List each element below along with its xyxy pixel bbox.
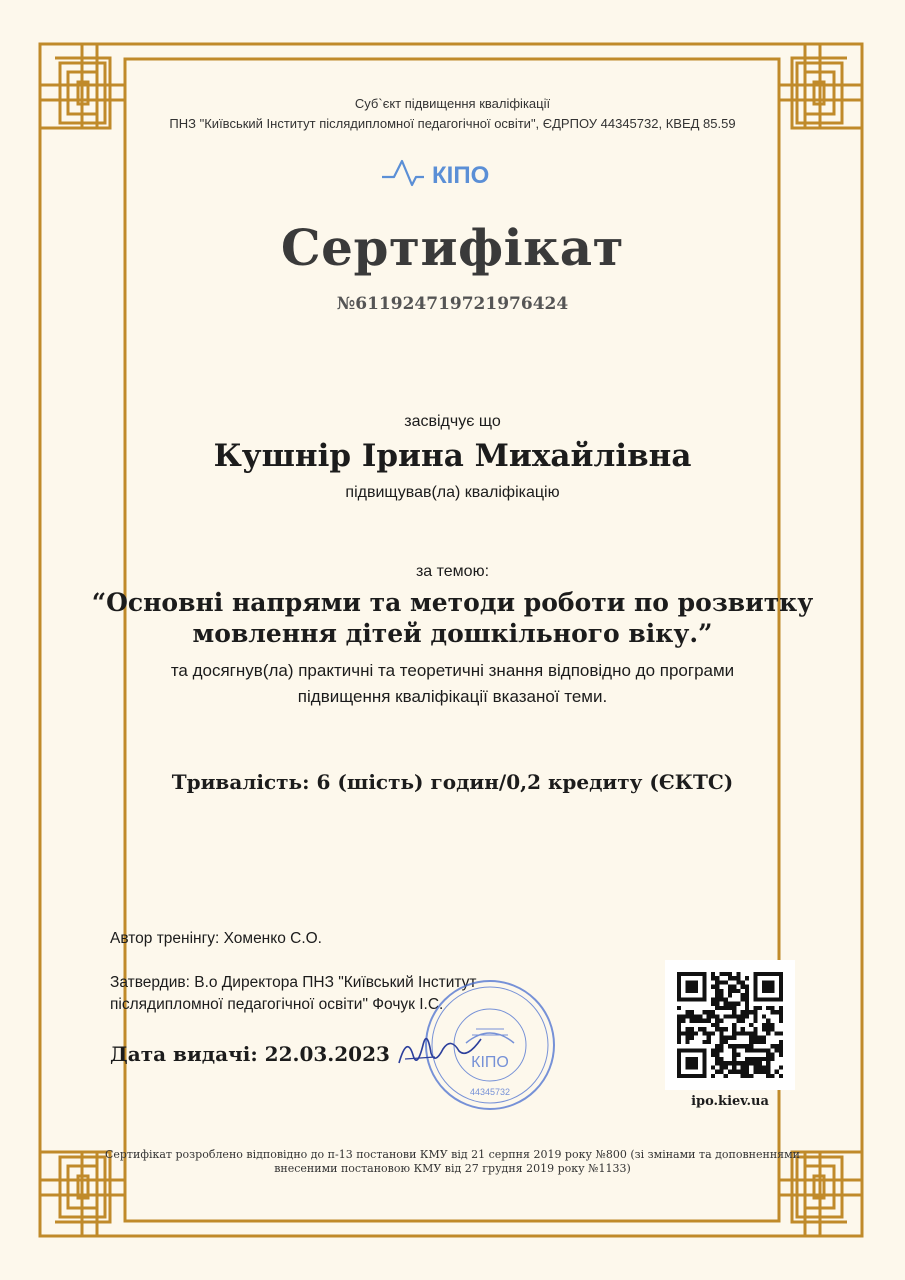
topic-label: за темою:	[415, 563, 490, 580]
signature	[395, 1015, 485, 1075]
improved-text: підвищував(ла) кваліфікацію	[345, 484, 560, 501]
website-link[interactable]: ipo.kiev.ua	[691, 1094, 769, 1109]
certificate-title: Сертифікат	[280, 218, 625, 277]
achieved-line-1: та досягнув(ла) практичні та теоретичні знання відповідно до програми	[170, 661, 735, 680]
certifies-text: засвідчує що	[404, 413, 501, 430]
legal-note-line-1: Сертифікат розроблено відповідно до п-13 постанови КМУ від 21 серпня 2019 року №800 (зі змінами та доповненнями	[104, 1148, 801, 1161]
issue-date: Дата видачі: 22.03.2023	[110, 1042, 390, 1066]
qr-code-pattern	[677, 972, 783, 1078]
certificate-number: №611924719721976424	[336, 294, 569, 314]
issuer-label: Суб`єкт підвищення кваліфікації	[354, 96, 551, 111]
qr-code	[665, 960, 795, 1090]
approved-by-line-1: Затвердив: В.о Директора ПНЗ "Київський Інститут	[110, 974, 477, 991]
training-author: Автор тренінгу: Хоменко С.О.	[110, 930, 322, 947]
approved-by-line-2: післядипломної педагогічної освіти" Фочук І.С.	[110, 996, 444, 1013]
legal-note-line-2: внесеними постановою КМУ від 27 грудня 2019 року №1133)	[274, 1162, 631, 1175]
stamp-center-text: КІПО	[471, 1054, 509, 1071]
achieved-line-2: підвищення кваліфікації вказаної теми.	[297, 687, 608, 706]
topic-line-2: мовлення дітей дошкільного віку.”	[192, 619, 713, 648]
topic-line-1: “Основні напрями та методи роботи по розвитку	[91, 588, 814, 617]
duration: Тривалість: 6 (шість) годин/0,2 кредиту (ЄКТС)	[171, 770, 734, 794]
issuer-details: ПНЗ "Київський Інститут післядипломної педагогічної освіти", ЄДРПОУ 44345732, КВЕД 85.59	[169, 116, 736, 131]
recipient-name: Кушнір Ірина Михайлівна	[213, 438, 692, 474]
stamp-code: 44345732	[469, 1087, 511, 1097]
kipo-logo	[380, 155, 525, 191]
logo-text: КІПО	[432, 162, 490, 189]
